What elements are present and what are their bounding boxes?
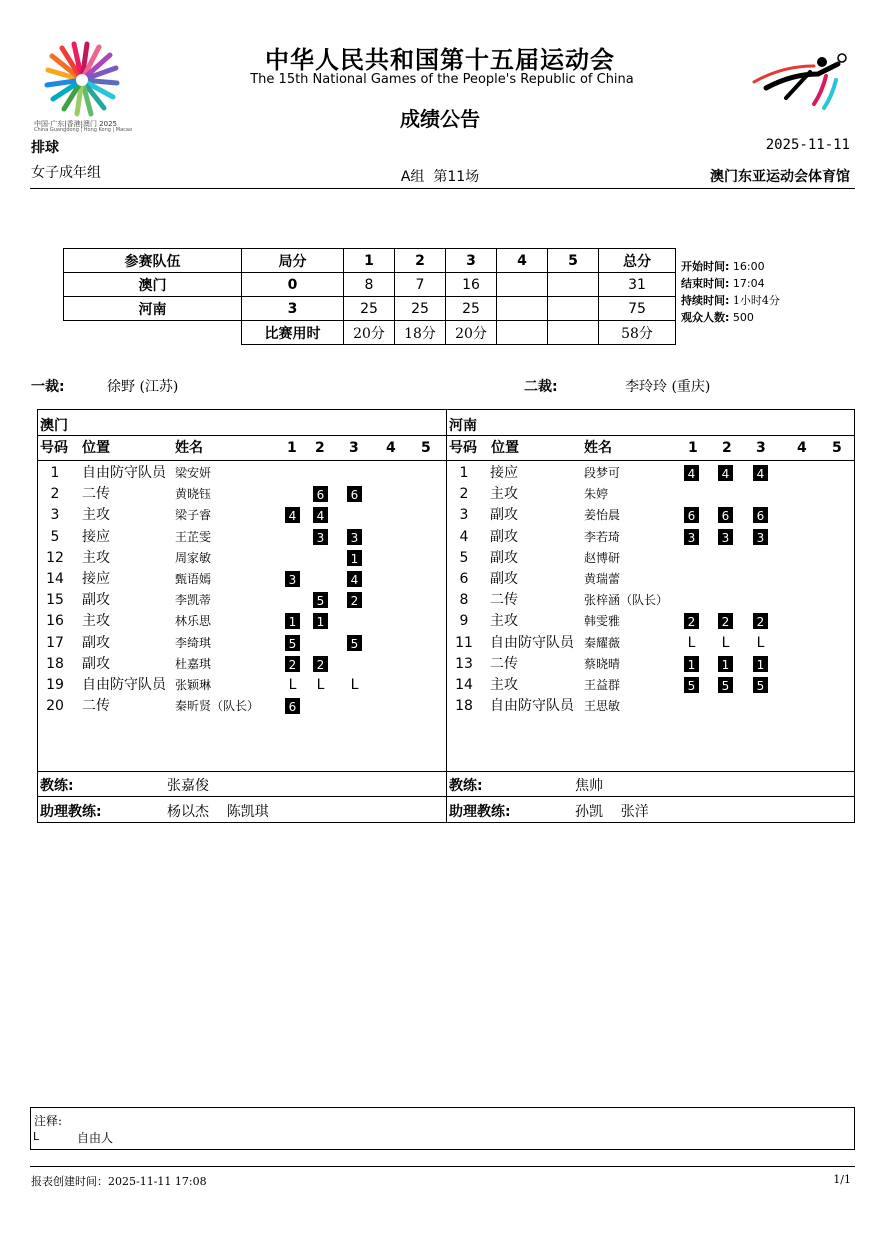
score-table	[63, 248, 676, 345]
starting-position-marker: 3	[718, 529, 733, 545]
score-set-points: 16	[446, 273, 497, 297]
starting-position-marker: 2	[753, 613, 768, 629]
coach-team1: 张嘉俊	[167, 778, 209, 794]
player-position: 主攻	[490, 486, 518, 503]
assistant-label-team1: 助理教练:	[40, 804, 102, 820]
roster-header-team2	[446, 438, 855, 459]
logo-caption: 中国·广东|香港|澳门 2025	[34, 120, 117, 128]
roster-header-divider	[37, 460, 855, 461]
notes-meaning: 自由人	[77, 1131, 114, 1145]
player-position: 二传	[490, 655, 518, 672]
player-position: 副攻	[82, 634, 110, 651]
second-referee-label: 二裁:	[524, 379, 558, 395]
score-col-set3: 3	[446, 249, 497, 273]
player-position: 副攻	[490, 528, 518, 545]
starting-position-marker: 3	[285, 571, 300, 587]
player-row	[37, 505, 447, 526]
score-time-row	[64, 321, 676, 345]
starting-position-marker: 2	[347, 592, 362, 608]
score-row-team2	[64, 297, 676, 321]
coach-label-team1: 教练:	[40, 778, 74, 794]
match-time-label: 比赛用时	[242, 321, 344, 345]
player-position: 自由防守队员	[82, 465, 166, 481]
set-duration	[497, 321, 548, 345]
player-row	[446, 463, 855, 484]
score-col-set1: 1	[344, 249, 395, 273]
doc-title: 成绩公告	[400, 107, 480, 131]
player-name: 林乐思	[175, 614, 212, 629]
player-row	[37, 463, 447, 484]
player-row	[446, 654, 855, 675]
first-referee-label: 一裁:	[31, 379, 65, 395]
score-team-name: 河南	[64, 297, 242, 321]
player-name: 周家敏	[175, 550, 212, 565]
duration	[681, 292, 780, 309]
col-set1: 1	[287, 440, 297, 456]
score-col-set5: 5	[548, 249, 599, 273]
player-position: 主攻	[490, 613, 518, 630]
player-name: 蔡晓晴	[584, 656, 621, 671]
libero-marker: L	[288, 677, 297, 693]
player-position: 主攻	[82, 613, 110, 630]
player-row	[37, 696, 447, 717]
player-row	[37, 611, 447, 632]
starting-position-marker: 6	[347, 486, 362, 502]
score-set-points	[548, 273, 599, 297]
player-number: 2	[459, 486, 469, 503]
starting-position-marker: 5	[684, 677, 699, 693]
player-position: 副攻	[82, 592, 110, 609]
player-name: 王益群	[584, 678, 621, 692]
col-set5: 5	[421, 440, 431, 456]
player-name: 秦昕贤（队长）	[175, 699, 260, 714]
player-name: 梁子睿	[175, 508, 212, 523]
col-name: 姓名	[175, 440, 203, 456]
col-name: 姓名	[584, 440, 612, 456]
attendance-label: 观众人数:	[681, 311, 730, 324]
starting-position-marker: 2	[313, 656, 328, 672]
player-row	[446, 611, 855, 632]
starting-position-marker: 4	[718, 465, 733, 481]
starting-position-marker: 3	[753, 529, 768, 545]
player-number: 17	[46, 634, 64, 651]
score-set-points: 8	[344, 273, 395, 297]
player-name: 朱婷	[584, 487, 609, 502]
player-number: 8	[459, 592, 469, 609]
starting-position-marker: 5	[313, 592, 328, 608]
player-number: 3	[50, 507, 60, 524]
player-position: 副攻	[82, 655, 110, 672]
score-col-set2: 2	[395, 249, 446, 273]
starting-position-marker: 4	[285, 507, 300, 523]
player-name: 王思敏	[584, 699, 621, 714]
player-number: 20	[46, 698, 64, 715]
score-col-total: 总分	[599, 249, 676, 273]
assistant-divider	[37, 796, 855, 797]
player-name: 李凯蒂	[175, 593, 212, 608]
score-sets-won: 3	[242, 297, 344, 321]
col-set4: 4	[797, 440, 807, 456]
player-name: 黄晓钰	[175, 487, 212, 502]
starting-position-marker: 4	[684, 465, 699, 481]
score-set-points: 25	[446, 297, 497, 321]
player-number: 9	[459, 613, 469, 630]
player-position: 二传	[490, 592, 518, 609]
start-time-label: 开始时间:	[681, 260, 730, 273]
player-name: 秦耀薇	[584, 635, 621, 650]
end-time-label: 结束时间:	[681, 277, 730, 290]
end-time-value: 17:04	[732, 277, 765, 290]
score-col-sets: 局分	[242, 249, 344, 273]
libero-marker: L	[687, 634, 696, 651]
libero-marker: L	[756, 634, 765, 651]
player-position: 主攻	[82, 507, 110, 524]
player-number: 5	[50, 528, 60, 545]
player-number: 11	[455, 634, 473, 651]
player-row	[37, 527, 447, 548]
match-date: 2025-11-11	[765, 137, 850, 153]
end-time	[681, 275, 780, 292]
col-set3: 3	[756, 440, 766, 456]
player-position: 副攻	[490, 549, 518, 566]
footer-divider	[30, 1166, 855, 1167]
score-row-team1	[64, 273, 676, 297]
set-duration	[548, 321, 599, 345]
notes-title: 注释:	[34, 1114, 63, 1128]
score-team-name: 澳门	[64, 273, 242, 297]
player-row	[446, 527, 855, 548]
score-header-row	[64, 249, 676, 273]
set-duration: 20分	[344, 321, 395, 345]
starting-position-marker: 2	[684, 613, 699, 629]
player-number: 6	[459, 571, 469, 587]
player-number: 13	[455, 655, 473, 672]
title-en: The 15th National Games of the People's Republic of China	[250, 72, 634, 87]
player-number: 15	[46, 592, 64, 609]
venue-label: 澳门东亚运动会体育馆	[710, 169, 850, 185]
player-row	[446, 590, 855, 611]
starting-position-marker: 5	[718, 677, 733, 693]
player-name: 姜怡晨	[584, 508, 621, 523]
player-name: 梁安妍	[175, 466, 212, 480]
notes-box	[30, 1107, 855, 1150]
libero-marker: L	[350, 677, 359, 693]
player-position: 自由防守队员	[82, 677, 166, 693]
score-total-points: 75	[599, 297, 676, 321]
starting-position-marker: 4	[313, 507, 328, 523]
starting-position-marker: 3	[347, 529, 362, 545]
player-name: 黄瑞蕾	[584, 572, 621, 586]
player-row	[37, 675, 447, 696]
starting-position-marker: 6	[684, 507, 699, 523]
start-time-value: 16:00	[732, 260, 765, 273]
duration-value: 1小时4分	[732, 294, 780, 307]
col-position: 位置	[82, 440, 110, 456]
libero-marker: L	[721, 634, 730, 651]
player-position: 主攻	[490, 677, 518, 693]
starting-position-marker: 3	[684, 529, 699, 545]
score-set-points: 25	[395, 297, 446, 321]
starting-position-marker: 1	[684, 656, 699, 672]
col-set2: 2	[315, 440, 325, 456]
roster-divider	[37, 435, 855, 436]
player-position: 接应	[490, 465, 518, 481]
starting-position-marker: 6	[285, 698, 300, 714]
player-number: 5	[459, 549, 469, 566]
player-row	[37, 569, 447, 590]
player-number: 16	[46, 613, 64, 630]
starting-position-marker: 5	[753, 677, 768, 693]
roster-header-team1	[37, 438, 447, 459]
player-position: 自由防守队员	[490, 698, 574, 715]
player-position: 接应	[82, 571, 110, 587]
player-name: 甄语嫣	[175, 572, 212, 586]
header-divider	[30, 188, 855, 189]
starting-position-marker: 1	[753, 656, 768, 672]
player-number: 14	[46, 571, 64, 587]
player-name: 韩雯雅	[584, 614, 621, 629]
score-total-points: 31	[599, 273, 676, 297]
logo-caption-en: China Guangdong | Hong Kong | Macao	[34, 127, 133, 133]
col-set4: 4	[386, 440, 396, 456]
assistants-team2: 孙凯 张洋	[575, 804, 649, 820]
libero-marker: L	[316, 677, 325, 693]
set-duration: 20分	[446, 321, 497, 345]
score-set-points: 25	[344, 297, 395, 321]
col-set5: 5	[832, 440, 842, 456]
player-number: 19	[46, 677, 64, 693]
attendance	[681, 309, 780, 326]
player-row	[37, 654, 447, 675]
score-col-set4: 4	[497, 249, 548, 273]
starting-position-marker: 5	[347, 635, 362, 651]
player-name: 张颖琳	[175, 678, 212, 692]
col-set1: 1	[688, 440, 698, 456]
player-position: 二传	[82, 486, 110, 503]
total-duration: 58分	[599, 321, 676, 345]
match-times	[681, 258, 780, 326]
player-row	[446, 505, 855, 526]
category-label: 女子成年组	[31, 165, 101, 181]
roster-team1-name: 澳门	[40, 418, 68, 434]
player-name: 杜嘉琪	[175, 656, 212, 671]
starting-position-marker: 1	[313, 613, 328, 629]
score-sets-won: 0	[242, 273, 344, 297]
player-number: 18	[46, 655, 64, 672]
player-name: 李绮琪	[175, 635, 212, 650]
starting-position-marker: 1	[718, 656, 733, 672]
sport-label: 排球	[31, 140, 59, 156]
player-row	[446, 484, 855, 505]
col-set3: 3	[349, 440, 359, 456]
player-row	[446, 675, 855, 696]
player-row	[37, 548, 447, 569]
starting-position-marker: 6	[313, 486, 328, 502]
player-number: 4	[459, 528, 469, 545]
second-referee: 李玲玲 (重庆)	[625, 379, 711, 395]
duration-label: 持续时间:	[681, 294, 730, 307]
col-set2: 2	[722, 440, 732, 456]
starting-position-marker: 2	[718, 613, 733, 629]
notes-symbol: L	[33, 1130, 40, 1143]
player-name: 赵博研	[584, 550, 621, 565]
roster-team2-name: 河南	[449, 418, 477, 434]
match-label: A组 第11场	[400, 169, 480, 185]
player-number: 1	[459, 465, 469, 481]
player-number: 2	[50, 486, 60, 503]
assistant-label-team2: 助理教练:	[449, 804, 511, 820]
report-created: 报表创建时间：2025-11-11 17:08	[31, 1175, 207, 1188]
player-position: 自由防守队员	[490, 634, 574, 651]
player-number: 1	[50, 465, 60, 481]
score-set-points	[497, 273, 548, 297]
player-row	[446, 696, 855, 717]
volleyball-pictogram	[752, 52, 852, 112]
coach-divider	[37, 771, 855, 772]
col-number: 号码	[449, 440, 477, 456]
starting-position-marker: 1	[285, 613, 300, 629]
player-name: 李若琦	[584, 529, 621, 544]
player-row	[446, 548, 855, 569]
start-time	[681, 258, 780, 275]
player-row	[446, 569, 855, 590]
score-set-points: 7	[395, 273, 446, 297]
player-number: 18	[455, 698, 473, 715]
starting-position-marker: 1	[347, 550, 362, 566]
col-number: 号码	[40, 440, 68, 456]
starting-position-marker: 6	[753, 507, 768, 523]
player-name: 段梦可	[584, 466, 621, 480]
score-set-points	[497, 297, 548, 321]
player-position: 副攻	[490, 507, 518, 524]
page-number: 1/1	[833, 1173, 851, 1186]
starting-position-marker: 2	[285, 656, 300, 672]
assistants-team1: 杨以杰 陈凯琪	[167, 804, 269, 820]
player-row	[37, 590, 447, 611]
starting-position-marker: 3	[313, 529, 328, 545]
col-position: 位置	[491, 440, 519, 456]
starting-position-marker: 5	[285, 635, 300, 651]
player-name: 王芷雯	[175, 529, 212, 544]
player-position: 副攻	[490, 571, 518, 587]
player-position: 主攻	[82, 549, 110, 566]
player-number: 12	[46, 549, 64, 566]
set-duration: 18分	[395, 321, 446, 345]
first-referee: 徐野 (江苏)	[107, 379, 179, 395]
player-name: 张梓涵（队长）	[584, 593, 669, 608]
starting-position-marker: 4	[753, 465, 768, 481]
player-row	[37, 484, 447, 505]
score-set-points	[548, 297, 599, 321]
coach-team2: 焦帅	[575, 778, 603, 794]
score-col-team: 参赛队伍	[64, 249, 242, 273]
player-number: 3	[459, 507, 469, 524]
player-number: 14	[455, 677, 473, 693]
title-cn: 中华人民共和国第十五届运动会	[265, 46, 615, 74]
player-row	[446, 633, 855, 654]
player-position: 二传	[82, 698, 110, 715]
starting-position-marker: 4	[347, 571, 362, 587]
player-row	[37, 633, 447, 654]
player-position: 接应	[82, 528, 110, 545]
starting-position-marker: 6	[718, 507, 733, 523]
attendance-value: 500	[732, 311, 754, 324]
coach-label-team2: 教练:	[449, 778, 483, 794]
